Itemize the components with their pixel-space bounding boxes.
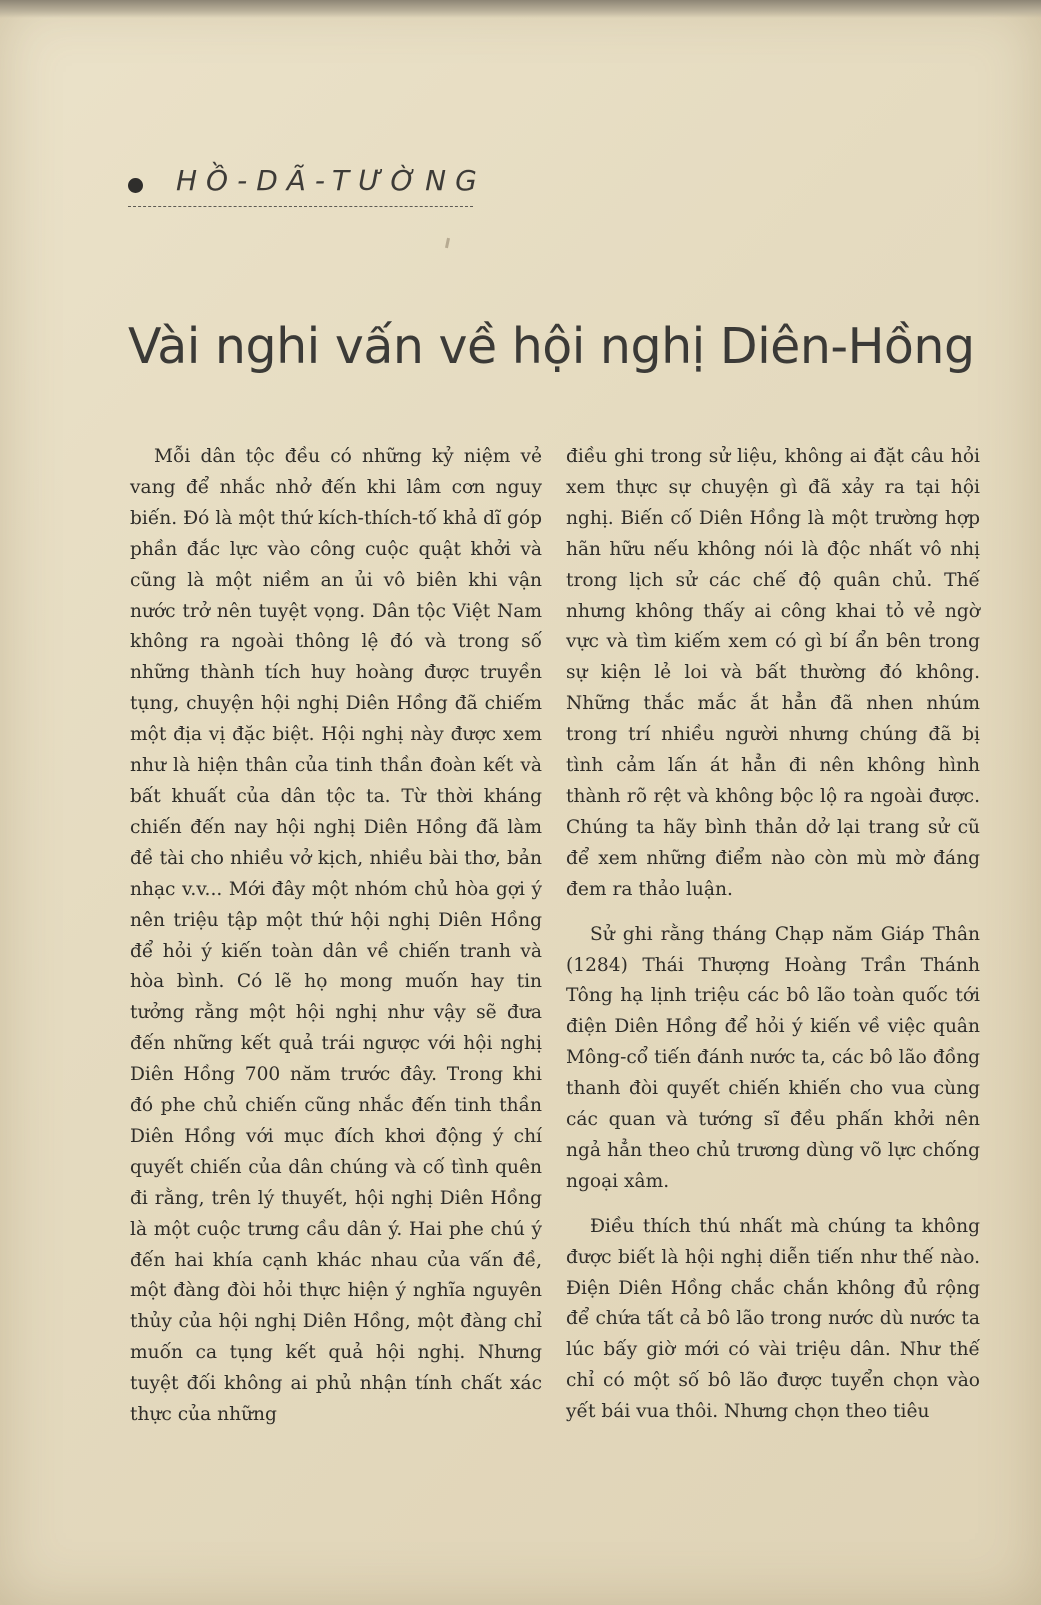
- right-paragraph-3: Điều thích thú nhất mà chúng ta không được biết là hội nghị diễn tiến như thế nào. Điện Diên Hồng chắc chắn không đủ rộng để chứa tất cả bô lão trong nước dù nước ta lúc bấy giờ mới có vài triệu dân. Như thế chỉ có một số bô lão được tuyển chọn vào yết bái vua thôi. Nhưng chọn theo tiêu: [566, 1215, 980, 1423]
- page-top-edge: [0, 0, 1041, 18]
- right-paragraph-1: điều ghi trong sử liệu, không ai đặt câu hỏi xem thực sự chuyện gì đã xảy ra tại hội nghị. Biến cố Diên Hồng là một trường hợp hãn hữu nếu không nói là độc nhất vô nhị trong lịch sử các chế độ quân chủ. Thế nhưng không thấy ai công khai tỏ vẻ ngờ vực và tìm kiếm xem có gì bí ẩn bên trong sự kiện lẻ loi và bất thường đó không. Những thắc mắc ắt hẳn đã nhen nhúm trong trí nhiều người nhưng chúng đã bị tình cảm lấn át hẳn đi nên không hình thành rõ rệt và không bộc lộ ra ngoài được. Chúng ta hãy bình thản dở lại trang sử cũ để xem những điểm nào còn mù mờ đáng đem ra thảo luận.: [566, 446, 980, 900]
- right-column: [566, 442, 980, 1428]
- left-column: [130, 442, 542, 1431]
- article-title: Vài nghi vấn về hội nghị Diên-Hồng: [128, 317, 975, 375]
- left-paragraph-1: Mỗi dân tộc đều có những kỷ niệm vẻ vang để nhắc nhở đến khi lâm cơn nguy biến. Đó là một thứ kích-thích-tố khả dĩ góp phần đắc lực vào công cuộc quật khởi và cũng là một niềm an ủi vô biên khi vận nước trở nên tuyệt vọng. Dân tộc Việt Nam không ra ngoài thông lệ đó và trong số những thành tích huy hoàng được truyền tụng, chuyện hội nghị Diên Hồng đã chiếm một địa vị đặc biệt. Hội nghị này được xem như là hiện thân của tinh thần đoàn kết và bất khuất của dân tộc ta. Từ thời kháng chiến đến nay hội nghị Diên Hồng đã làm đề tài cho nhiều vở kịch, nhiều bài thơ, bản nhạc v.v... Mới đây một nhóm chủ hòa gợi ý nên triệu tập một thứ hội nghị Diên Hồng để hỏi ý kiến toàn dân về chiến tranh và hòa bình. Có lẽ họ mong muốn hay tin tưởng rằng một hội nghị như vậy sẽ đưa đến những kết quả trái ngược với hội nghị Diên Hồng 700 năm trước đây. Trong khi đó phe chủ chiến cũng nhắc đến tinh thần Diên Hồng với mục đích khơi động ý chí quyết chiến của dân chúng và cố tình quên đi rằng, trên lý thuyết, hội nghị Diên Hồng là một cuộc trưng cầu dân ý. Hai phe chú ý đến hai khía cạnh khác nhau của vấn đề, một đàng đòi hỏi thực hiện ý nghĩa nguyên thủy của hội nghị Diên Hồng, một đàng chỉ muốn ca tụng kết quả hội nghị. Nhưng tuyệt đối không ai phủ nhận tính chất xác thực của những: [130, 446, 542, 1426]
- author-name: HỒ-DÃ-TƯỜNG: [176, 164, 486, 197]
- bullet-icon: [128, 178, 143, 193]
- right-paragraph-2: Sử ghi rằng tháng Chạp năm Giáp Thân (1284) Thái Thượng Hoàng Trần Thánh Tông hạ lịnh triệu các bô lão toàn quốc tới điện Diên Hồng để hỏi ý kiến về việc quân Mông-cổ tiến đánh nước ta, các bô lão đồng thanh đòi quyết chiến khiến cho vua cùng các quan và tướng sĩ đều phấn khởi nên ngả hẳn theo chủ trương dùng võ lực chống ngoại xâm.: [566, 923, 980, 1192]
- ink-mark: [445, 238, 450, 248]
- author-byline: [128, 160, 486, 207]
